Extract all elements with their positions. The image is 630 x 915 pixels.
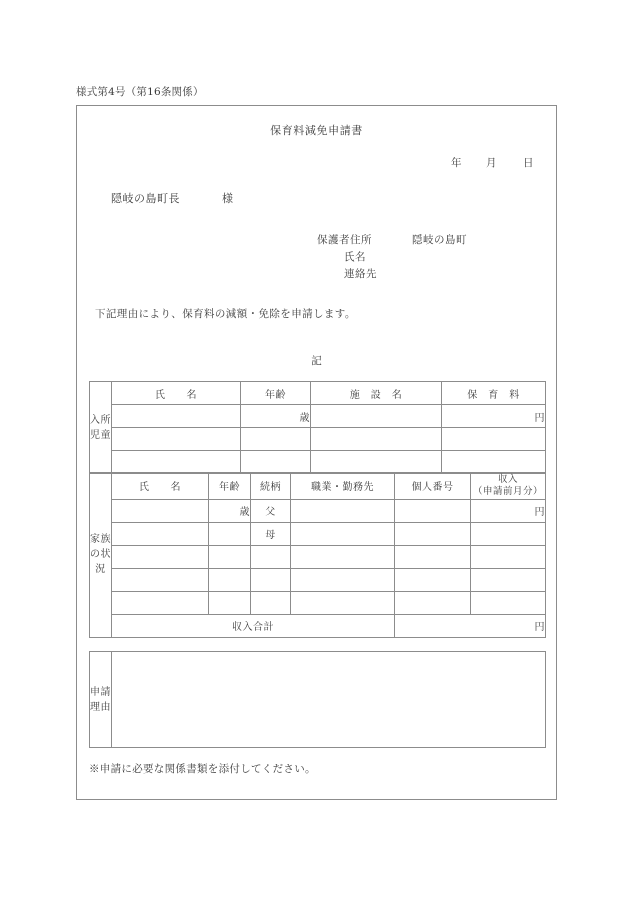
children-side-label: 入所児童 — [90, 382, 112, 474]
table-row — [90, 614, 546, 637]
family-age-cell[interactable] — [209, 568, 251, 591]
family-relation-cell[interactable] — [251, 591, 291, 614]
guardian-name-label: 氏名 — [344, 251, 366, 263]
table-row — [90, 652, 546, 748]
ki-mark: 記 — [311, 355, 322, 367]
children-facility-cell[interactable] — [311, 451, 442, 474]
family-relation-father[interactable]: 父 — [251, 499, 291, 522]
page-title: 保育料減免申請書 — [270, 124, 363, 137]
page-frame — [76, 105, 557, 800]
table-row — [90, 405, 546, 428]
family-header-relation: 続柄 — [251, 473, 291, 500]
family-occupation-cell[interactable] — [291, 522, 395, 545]
date-month-label: 月 — [486, 157, 497, 169]
children-facility-cell[interactable] — [311, 428, 442, 451]
table-row — [90, 522, 546, 545]
addressee — [111, 190, 234, 206]
family-name-cell[interactable] — [112, 568, 209, 591]
page-inner — [77, 106, 556, 799]
children-header-facility: 施 設 名 — [311, 382, 442, 405]
family-header-age: 年齢 — [209, 473, 251, 500]
guardian-name-row — [317, 249, 467, 266]
children-fee-unit[interactable]: 円 — [442, 405, 546, 428]
table-row — [90, 545, 546, 568]
family-header-occupation: 職業・勤務先 — [291, 473, 395, 500]
table-row — [90, 451, 546, 474]
children-table — [89, 381, 546, 474]
family-income-cell[interactable] — [471, 591, 546, 614]
guardian-contact-label: 連絡先 — [344, 268, 377, 280]
family-income-total-label: 収入合計 — [112, 614, 395, 637]
family-header-personal-number: 個人番号 — [395, 473, 471, 500]
table-row — [90, 382, 546, 405]
family-side-label: 家族の状況 — [90, 473, 112, 638]
family-age-cell[interactable] — [209, 522, 251, 545]
family-personal-number-cell[interactable] — [395, 545, 471, 568]
children-header-age: 年齢 — [241, 382, 311, 405]
family-income-cell[interactable] — [471, 568, 546, 591]
guardian-address-row — [317, 232, 467, 249]
family-relation-cell[interactable] — [251, 545, 291, 568]
children-name-cell[interactable] — [112, 405, 241, 428]
table-row — [90, 428, 546, 451]
family-header-income — [471, 473, 546, 500]
children-age-cell[interactable] — [241, 428, 311, 451]
family-relation-cell[interactable] — [251, 568, 291, 591]
reason-input-area[interactable] — [112, 652, 546, 748]
children-age-unit[interactable]: 歳 — [241, 405, 311, 428]
addressee-honorific: 様 — [222, 192, 234, 205]
family-personal-number-cell[interactable] — [395, 568, 471, 591]
family-name-cell[interactable] — [112, 499, 209, 522]
children-facility-cell[interactable] — [311, 405, 442, 428]
statement-text: 下記理由により、保育料の減額・免除を申請します。 — [95, 308, 356, 320]
family-header-income-line2: （申請前月分） — [472, 485, 543, 497]
family-occupation-cell[interactable] — [291, 568, 395, 591]
date-line — [451, 155, 534, 170]
family-occupation-cell[interactable] — [291, 499, 395, 522]
table-row — [90, 473, 546, 500]
form-number: 様式第4号（第16条関係） — [76, 86, 204, 98]
reason-side-label: 申請理由 — [90, 652, 112, 748]
table-row — [90, 499, 546, 522]
family-age-cell[interactable] — [209, 545, 251, 568]
table-row — [90, 591, 546, 614]
guardian-block — [317, 232, 467, 283]
family-personal-number-cell[interactable] — [395, 499, 471, 522]
family-income-total-unit[interactable]: 円 — [395, 614, 546, 637]
family-table — [89, 472, 546, 638]
date-day-label: 日 — [523, 157, 534, 169]
family-income-unit[interactable]: 円 — [471, 499, 546, 522]
date-year-label: 年 — [451, 157, 462, 169]
family-occupation-cell[interactable] — [291, 591, 395, 614]
family-occupation-cell[interactable] — [291, 545, 395, 568]
family-personal-number-cell[interactable] — [395, 591, 471, 614]
family-name-cell[interactable] — [112, 591, 209, 614]
family-income-cell[interactable] — [471, 545, 546, 568]
family-header-name: 氏 名 — [112, 473, 209, 500]
children-fee-cell[interactable] — [442, 451, 546, 474]
footnote: ※申請に必要な関係書類を添付してください。 — [89, 763, 316, 775]
guardian-address-label: 保護者住所 — [317, 234, 372, 246]
family-personal-number-cell[interactable] — [395, 522, 471, 545]
addressee-name: 隠岐の島町長 — [111, 192, 180, 205]
family-age-unit[interactable]: 歳 — [209, 499, 251, 522]
children-header-fee: 保 育 料 — [442, 382, 546, 405]
family-name-cell[interactable] — [112, 545, 209, 568]
children-name-cell[interactable] — [112, 451, 241, 474]
children-age-cell[interactable] — [241, 451, 311, 474]
table-row — [90, 568, 546, 591]
family-income-cell[interactable] — [471, 522, 546, 545]
family-age-cell[interactable] — [209, 591, 251, 614]
children-fee-cell[interactable] — [442, 428, 546, 451]
guardian-contact-row — [317, 266, 467, 283]
reason-table — [89, 651, 546, 748]
family-header-income-line1: 収入 — [497, 474, 518, 485]
family-name-cell[interactable] — [112, 522, 209, 545]
children-header-name: 氏 名 — [112, 382, 241, 405]
family-relation-mother[interactable]: 母 — [251, 522, 291, 545]
children-name-cell[interactable] — [112, 428, 241, 451]
guardian-address-value: 隠岐の島町 — [412, 234, 467, 246]
